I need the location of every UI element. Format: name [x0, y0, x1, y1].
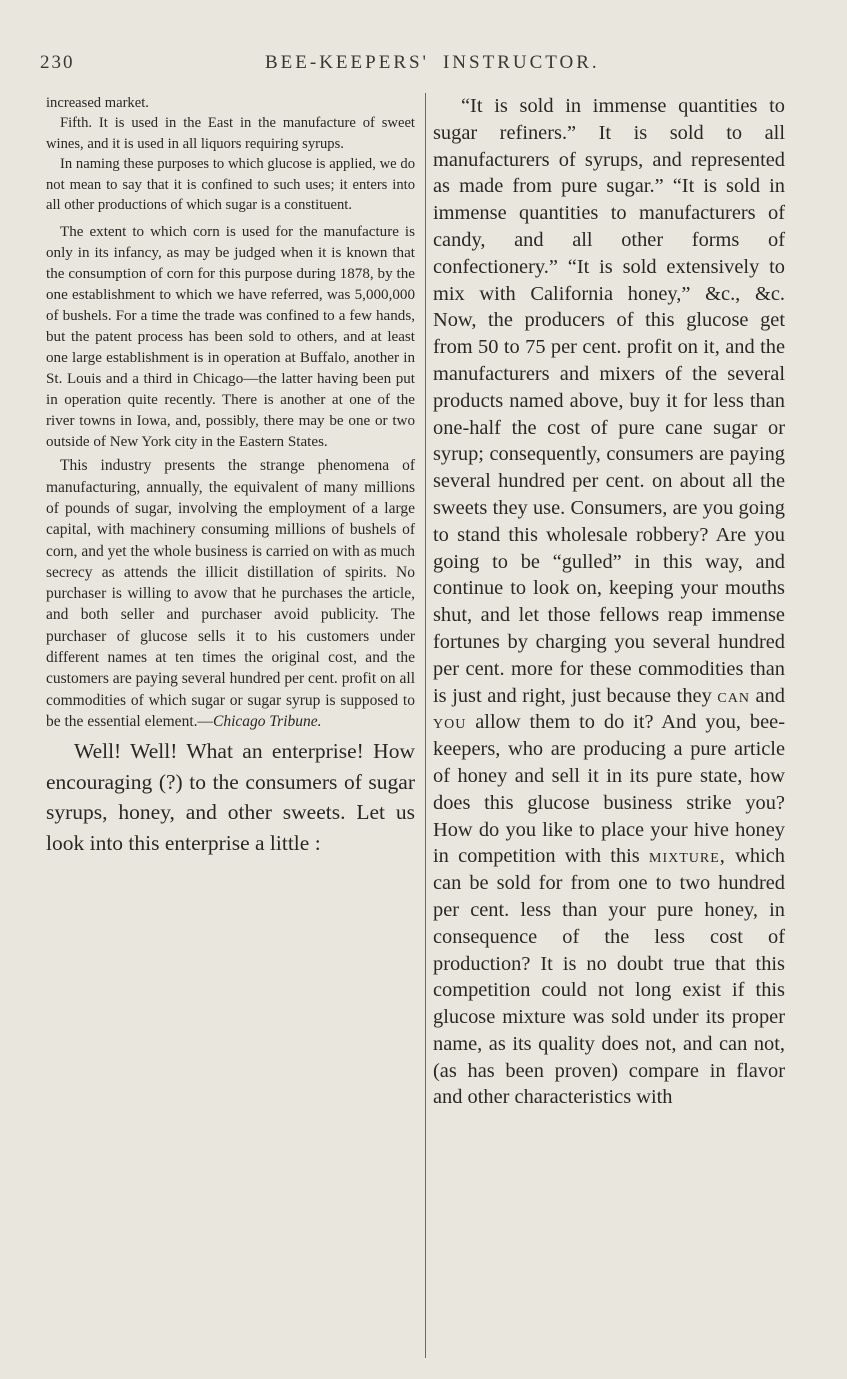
- running-title-part2: INSTRUCTOR.: [442, 52, 600, 73]
- paragraph-extent-corn: The extent to which corn is used for the manufacture is only in its infancy, as may be judged when it is known that the consumption of corn for this purpose during 1878, by the one establishment to which we have referred, was 5,000,000 of bushels. For a time the trade was confined to a few hands, but the patent process has been sold to others, and at least one large establishment is in operation at Buffalo, another in St. Louis and a third in Chicago—the latter having been put in operation quite recently. There is another at one of the river towns in Iowa, and, possibly, there may be one or two outside of New York city in the Eastern States.: [46, 224, 415, 450]
- paragraph-glucose-sold: “It is sold in immense quantities to sugar refiners.” It is sold to all manufacturers of syrups, and represented as made from pure sugar.” “It is sold in immense quantities to manufacturers of candy, and all other forms of confectionery.” “It is sold extensively to mix with California honey,” &c., &c. Now, the producers of this glucose get from 50 to 75 per cent. profit on it, and the manufacturers and mixers of the several products named above, buy it for less than one-half the cost of pure cane sugar or syrup; consequently, consumers are paying several hundred per cent. on about all the sweets they use. Consumers, are you going to stand this wholesale robbery? Are you going to be “gulled” in this way, and continue to look on, keeping your mouths shut, and let those fellows reap immense fortunes by charging you several hundred per cent. more for these commodities than is just and right, just because they can and you allow them to do it? And you, bee-keepers, who are producing a pure article of honey and sell it in its pure state, how does this glucose business strike you? How do you like to place your hive honey in competition with this mixture, which can be sold for from one to two hundred per cent. less than your pure honey, in consequence of the less cost of production? It is no doubt true that this competition could not long exist if this glucose mixture was sold under its proper name, as its quality does not, and can not, (as has been proven) compare in flavor and other characteristics with: [433, 95, 785, 1109]
- paragraph-well-well: Well! Well! What an enterprise! How encouraging (?) to the consumers of sugar syrups, honey, and other sweets. Let us look into this enterprise a little :: [46, 739, 415, 855]
- left-column: [46, 93, 415, 858]
- paragraph-fifth: Fifth. It is used in the East in the manufacture of sweet wines, and it is used in all liquors requiring syrups.: [46, 115, 415, 152]
- column-divider: [425, 93, 426, 1358]
- source-citation: Chicago Tribune.: [213, 712, 322, 730]
- paragraph-strange-phenomena: This industry presents the strange phenomena of manufacturing, annually, the equivalent of many millions of pounds of sugar, involving the employment of a large capital, with machinery consuming millions of bushels of corn, and yet the whole business is carried on with as much secrecy as attends the illicit distillation of spirits. No purchaser is willing to avow that he purchases the article, and both seller and purchaser avoid publicity. The purchaser of glucose sells it to his customers under different names at ten times the original cost, and the customers are paying several hundred per cent. profit on all commodities of which sugar or sugar syrup is supposed to be the essential element.—Chicago Tribune.: [46, 457, 415, 730]
- emphasis-you: you: [433, 711, 467, 734]
- emphasis-mixture: mixture,: [649, 845, 726, 868]
- page-number: 230: [40, 52, 75, 73]
- paragraph-increased-market: increased market.: [46, 95, 149, 111]
- paragraph-naming-purposes: In naming these purposes to which glucose is applied, we do not mean to say that it is confined to such uses; it enters into all other productions of which sugar is a constituent.: [46, 156, 415, 214]
- right-column: [433, 93, 785, 1111]
- running-title-part1: BEE-KEEPERS': [265, 52, 429, 73]
- emphasis-can: can: [717, 684, 750, 707]
- running-header: [40, 52, 800, 82]
- running-title: [265, 52, 600, 74]
